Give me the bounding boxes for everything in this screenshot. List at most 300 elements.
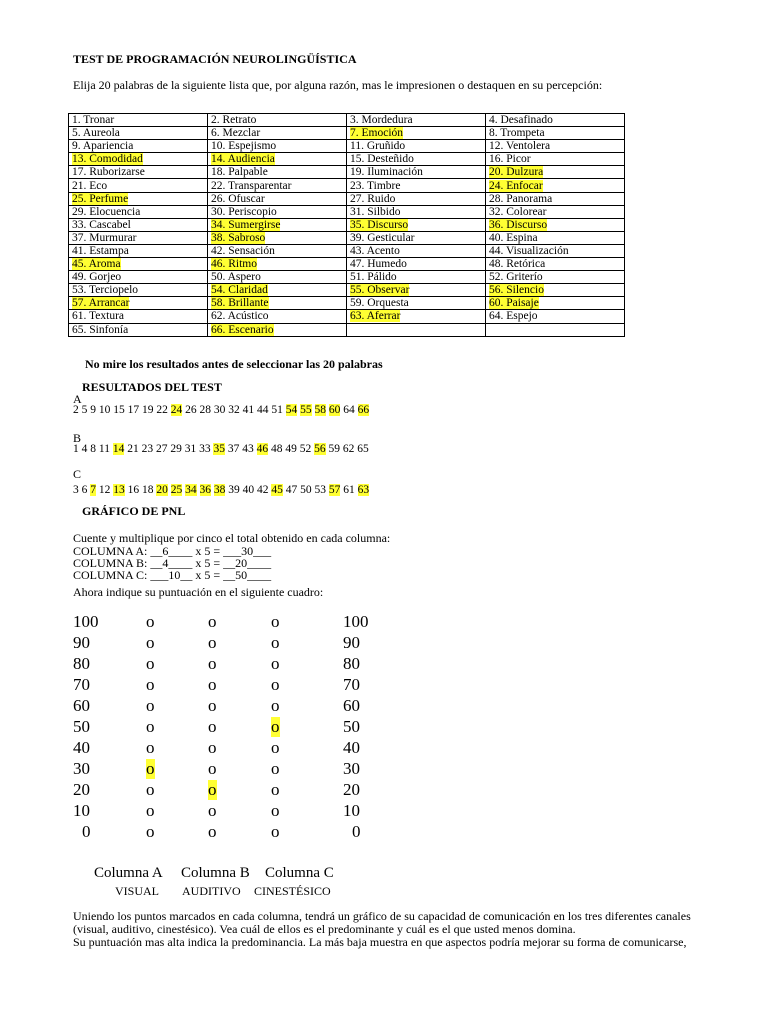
marker-b[interactable]: o: [208, 654, 217, 673]
word-cell: [69, 192, 208, 205]
marker-c[interactable]: o: [271, 612, 280, 631]
word-cell: [486, 179, 625, 192]
score-row: [0, 759, 768, 780]
result-number: 26: [185, 404, 197, 416]
word: 22. Transparentar: [211, 179, 292, 192]
word-row: [69, 323, 625, 336]
word-cell: [486, 192, 625, 205]
result-number: 19: [142, 404, 154, 416]
word-cell: [347, 192, 486, 205]
marker-c[interactable]: o: [271, 822, 280, 841]
word-row: [69, 127, 625, 140]
word-cell: [347, 231, 486, 244]
word-cell: [486, 153, 625, 166]
score-label-right: 30: [343, 759, 360, 778]
word-cell: [486, 205, 625, 218]
instruction-line: Ahora indique su puntuación en el siguiente cuadro:: [73, 585, 324, 599]
word: 42. Sensación: [211, 244, 275, 257]
column-b-name: Columna B: [181, 865, 250, 881]
result-number: 28: [199, 404, 211, 416]
marker-b[interactable]: o: [208, 696, 217, 715]
marker-b[interactable]: o: [208, 675, 217, 694]
word-cell: [69, 310, 208, 323]
score-label-right: 0: [352, 822, 361, 841]
word: 12. Ventolera: [489, 140, 551, 153]
result-number: 47: [285, 484, 298, 496]
word-cell: [486, 127, 625, 140]
word: 26. Ofuscar: [211, 192, 265, 205]
word-row: [69, 192, 625, 205]
highlighted-number: 46: [256, 443, 269, 455]
highlighted-number: 55: [300, 404, 312, 416]
word-cell: [486, 218, 625, 231]
result-number: 9: [90, 404, 96, 416]
highlighted-number: 38: [213, 484, 226, 496]
word: 17. Ruborizarse: [72, 166, 145, 179]
highlighted-number: 7: [90, 484, 96, 496]
word-list-table: [68, 113, 625, 337]
word-cell: [69, 244, 208, 257]
highlighted-number: 13: [113, 484, 125, 496]
highlighted-number: 66: [357, 404, 370, 416]
results-title: RESULTADOS DEL TEST: [82, 380, 222, 394]
result-number: 50: [300, 484, 312, 496]
word-cell: [486, 231, 625, 244]
marker-c[interactable]: o: [271, 633, 280, 652]
word-cell: [347, 166, 486, 179]
word: 8. Trompeta: [489, 127, 545, 140]
outro-line: Uniendo los puntos marcados en cada columna, tendrá un gráfico de su capacidad de comunicación en los tres diferentes canales: [73, 909, 691, 923]
score-label-right: 50: [343, 717, 360, 736]
outro-line: (visual, auditivo, cinestésico). Vea cuál de ellos es el predominante y cuál es el que usted menos domina.: [73, 922, 576, 936]
word-cell: [347, 114, 486, 127]
word-row: [69, 284, 625, 297]
result-number: 31: [184, 443, 197, 455]
word: 52. Griterío: [489, 271, 543, 284]
score-label-left: 30: [73, 759, 90, 778]
word-cell: [208, 258, 347, 271]
word-cell: [208, 231, 347, 244]
score-row: [0, 696, 768, 717]
result-number: 48: [270, 443, 283, 455]
result-number: 10: [98, 404, 111, 416]
highlighted-word: 25. Perfume: [72, 192, 129, 205]
result-number: 59: [328, 443, 340, 455]
result-number: 5: [81, 404, 88, 416]
word: 31. Silbido: [350, 205, 401, 218]
highlighted-word: 60. Paisaje: [489, 297, 539, 310]
score-label-right: 20: [343, 780, 360, 799]
result-number: 41: [242, 404, 255, 416]
result-number: 65: [357, 443, 369, 455]
word-cell: [486, 140, 625, 153]
word: 18. Palpable: [211, 166, 268, 179]
highlighted-number: 54: [285, 404, 298, 416]
result-number: 8: [90, 443, 96, 455]
category-auditivo: AUDITIVO: [182, 884, 241, 898]
word-cell: [69, 166, 208, 179]
word-cell: [347, 153, 486, 166]
score-row: [0, 780, 768, 801]
result-number: 12: [98, 484, 111, 496]
result-sequence: [73, 443, 369, 455]
word-row: [69, 297, 625, 310]
result-number: 33: [199, 443, 211, 455]
result-number: 6: [81, 484, 88, 496]
word: 2. Retrato: [211, 114, 257, 127]
word-row: [69, 153, 625, 166]
highlighted-word: 7. Emoción: [350, 127, 404, 140]
marker-c[interactable]: o: [271, 675, 280, 694]
marker-b[interactable]: o: [208, 612, 217, 631]
word-cell: [347, 179, 486, 192]
word: 43. Acento: [350, 244, 400, 257]
word: 41. Estampa: [72, 244, 129, 257]
warning-text: No mire los resultados antes de seleccionar las 20 palabras: [85, 357, 383, 371]
result-number: 3: [73, 484, 79, 496]
score-label-left: 70: [73, 675, 90, 694]
word-cell: [486, 258, 625, 271]
word: 50. Aspero: [211, 271, 261, 284]
result-number: 21: [127, 443, 139, 455]
result-number: 4: [81, 443, 88, 455]
word-cell: [347, 244, 486, 257]
word-cell: [208, 218, 347, 231]
word-row: [69, 179, 625, 192]
marker-b[interactable]: o: [208, 717, 217, 736]
instruction-line: Cuente y multiplique por cinco el total obtenido en cada columna:: [73, 531, 391, 545]
score-label-left: 0: [82, 822, 91, 841]
category-visual: VISUAL: [115, 884, 159, 898]
word: 48. Retórica: [489, 258, 546, 271]
result-number: 11: [98, 443, 110, 455]
score-label-right: 100: [343, 612, 369, 631]
result-number: 23: [141, 443, 154, 455]
word-cell: [486, 323, 625, 336]
word-cell: [69, 127, 208, 140]
marker-b[interactable]: o: [208, 738, 217, 757]
word: 21. Eco: [72, 179, 108, 192]
word-cell: [347, 127, 486, 140]
word-row: [69, 218, 625, 231]
marker-b[interactable]: o: [208, 822, 217, 841]
word-cell: [486, 114, 625, 127]
result-number: 2: [73, 404, 79, 416]
highlighted-word: 24. Enfocar: [489, 179, 543, 192]
result-number: 17: [127, 404, 140, 416]
score-label-left: 20: [73, 780, 90, 799]
score-label-left: 90: [73, 633, 90, 652]
word: 4. Desafinado: [489, 114, 553, 127]
highlighted-number: 20: [156, 484, 168, 496]
result-number: 64: [343, 404, 355, 416]
word-row: [69, 231, 625, 244]
highlighted-word: 45. Aroma: [72, 258, 121, 271]
word-cell: [69, 323, 208, 336]
marker-c[interactable]: o: [271, 738, 280, 757]
highlighted-number: 35: [213, 443, 225, 455]
score-row: [0, 612, 768, 633]
highlighted-number: 57: [328, 484, 341, 496]
highlighted-number: 45: [271, 484, 283, 496]
word: 16. Picor: [489, 153, 531, 166]
highlighted-word: 66. Escenario: [211, 323, 274, 336]
column-c-calc: COLUMNA C: ___10__ x 5 = __50____: [73, 568, 272, 582]
word: 44. Visualización: [489, 244, 569, 257]
marker-c[interactable]: o: [271, 759, 280, 778]
word-cell: [208, 205, 347, 218]
result-number: 53: [314, 484, 326, 496]
selected-marker-c[interactable]: o: [271, 717, 280, 736]
score-label-left: 10: [73, 801, 90, 820]
result-sequence: [73, 404, 369, 416]
word: 33. Cascabel: [72, 218, 131, 231]
result-number: 32: [228, 404, 240, 416]
word-cell: [208, 192, 347, 205]
word-cell: [69, 258, 208, 271]
word-row: [69, 310, 625, 323]
highlighted-word: 34. Sumergirse: [211, 218, 281, 231]
word-row: [69, 205, 625, 218]
word-cell: [69, 205, 208, 218]
selected-marker-b[interactable]: o: [208, 780, 217, 799]
word-cell: [347, 140, 486, 153]
marker-a[interactable]: o: [146, 612, 155, 631]
word-cell: [69, 153, 208, 166]
score-label-left: 50: [73, 717, 90, 736]
highlighted-word: 54. Claridad: [211, 284, 268, 297]
highlighted-number: 14: [112, 443, 125, 455]
category-cinestesico: CINESTÉSICO: [254, 884, 331, 898]
result-number: 52: [299, 443, 312, 455]
score-label-left: 80: [73, 654, 90, 673]
word: 65. Sinfonía: [72, 323, 129, 336]
word-cell: [347, 205, 486, 218]
score-label-right: 90: [343, 633, 360, 652]
score-row: [0, 633, 768, 654]
word-row: [69, 244, 625, 257]
word: 62. Acústico: [211, 310, 269, 323]
word-cell: [208, 179, 347, 192]
word: 37. Murmurar: [72, 231, 137, 244]
result-number: 1: [73, 443, 79, 455]
word-cell: [69, 218, 208, 231]
word: 40. Espina: [489, 231, 538, 244]
marker-a[interactable]: o: [146, 822, 155, 841]
result-number: 61: [343, 484, 355, 496]
result-number: 42: [257, 484, 269, 496]
word-cell: [208, 271, 347, 284]
word: 53. Terciopelo: [72, 284, 139, 297]
grafico-title: GRÁFICO DE PNL: [82, 504, 186, 518]
word-cell: [208, 244, 347, 257]
marker-a[interactable]: o: [146, 675, 155, 694]
word: 39. Gesticular: [350, 231, 415, 244]
highlighted-number: 56: [314, 443, 326, 455]
word: 6. Mezclar: [211, 127, 261, 140]
result-number: 37: [227, 443, 240, 455]
word-cell: [347, 258, 486, 271]
result-number: 15: [113, 404, 125, 416]
score-label-left: 100: [73, 612, 99, 631]
word: 64. Espejo: [489, 310, 538, 323]
highlighted-word: 63. Aferrar: [350, 310, 401, 323]
column-a-calc: COLUMNA A: __6____ x 5 = ___30___: [73, 544, 272, 558]
marker-b[interactable]: o: [208, 759, 217, 778]
marker-a[interactable]: o: [146, 717, 155, 736]
document-title: TEST DE PROGRAMACIÓN NEUROLINGÜÍSTICA: [73, 52, 357, 66]
word-cell: [486, 244, 625, 257]
result-number: 40: [242, 484, 255, 496]
word-row: [69, 166, 625, 179]
word: 9. Apariencia: [72, 140, 134, 153]
word: 3. Mordedura: [350, 114, 413, 127]
word: 27. Ruido: [350, 192, 396, 205]
result-letter: A: [73, 392, 82, 406]
word: 1. Tronar: [72, 114, 115, 127]
marker-c[interactable]: o: [271, 780, 280, 799]
result-number: 16: [127, 484, 140, 496]
word: 47. Humedo: [350, 258, 407, 271]
word: 15. Desteñido: [350, 153, 414, 166]
word-cell: [347, 310, 486, 323]
score-row: [0, 801, 768, 822]
score-row: [0, 738, 768, 759]
highlighted-number: 60: [328, 404, 341, 416]
score-label-left: 60: [73, 696, 90, 715]
marker-a[interactable]: o: [146, 654, 155, 673]
word: 59. Orquesta: [350, 297, 409, 310]
word-row: [69, 114, 625, 127]
word-row: [69, 258, 625, 271]
word-cell: [208, 140, 347, 153]
result-number: 27: [155, 443, 168, 455]
highlighted-number: 34: [185, 484, 197, 496]
score-row: [0, 675, 768, 696]
word-cell: [69, 231, 208, 244]
highlighted-number: 36: [199, 484, 211, 496]
word-cell: [69, 271, 208, 284]
score-label-right: 80: [343, 654, 360, 673]
result-number: 51: [271, 404, 283, 416]
marker-a[interactable]: o: [146, 801, 155, 820]
word: 29. Elocuencia: [72, 205, 141, 218]
result-number: 39: [228, 484, 240, 496]
word: 11. Gruñido: [350, 140, 406, 153]
result-sequence: [73, 484, 369, 496]
word-cell: [208, 310, 347, 323]
score-label-left: 40: [73, 738, 90, 757]
word-cell: [486, 166, 625, 179]
word-cell: [347, 218, 486, 231]
marker-c[interactable]: o: [271, 654, 280, 673]
score-row: [0, 717, 768, 738]
marker-c[interactable]: o: [271, 696, 280, 715]
score-label-right: 40: [343, 738, 360, 757]
column-names: [0, 865, 768, 885]
word-cell: [347, 323, 486, 336]
marker-a[interactable]: o: [146, 738, 155, 757]
word: 30. Periscopio: [211, 205, 277, 218]
result-number: 62: [342, 443, 355, 455]
highlighted-word: 13. Comodidad: [72, 153, 143, 166]
word-cell: [208, 297, 347, 310]
highlighted-word: 46. Ritmo: [211, 258, 258, 271]
marker-b[interactable]: o: [208, 633, 217, 652]
score-label-right: 60: [343, 696, 360, 715]
word: 5. Aureola: [72, 127, 120, 140]
marker-a[interactable]: o: [146, 633, 155, 652]
result-number: 30: [213, 404, 226, 416]
highlighted-word: 56. Silencio: [489, 284, 544, 297]
word: 51. Pálido: [350, 271, 397, 284]
result-number: 43: [242, 443, 254, 455]
highlighted-word: 14. Audiencia: [211, 153, 275, 166]
result-letter: C: [73, 467, 82, 481]
result-number: 44: [257, 404, 269, 416]
intro-text: Elija 20 palabras de la siguiente lista que, por alguna razón, mas le impresionen o destaquen en su percepción:: [73, 78, 603, 92]
word: 49. Gorjeo: [72, 271, 122, 284]
word-cell: [486, 271, 625, 284]
word-cell: [347, 297, 486, 310]
word-cell: [486, 297, 625, 310]
score-row: [0, 654, 768, 675]
word-cell: [69, 297, 208, 310]
word: 28. Panorama: [489, 192, 553, 205]
score-label-right: 10: [343, 801, 360, 820]
word: 10. Espejismo: [211, 140, 277, 153]
selected-marker-a[interactable]: o: [146, 759, 155, 778]
word-cell: [208, 166, 347, 179]
word-cell: [486, 310, 625, 323]
score-label-right: 70: [343, 675, 360, 694]
word: 23. Timbre: [350, 179, 401, 192]
result-letter: B: [73, 431, 82, 445]
marker-c[interactable]: o: [271, 801, 280, 820]
highlighted-word: 38. Sabroso: [211, 231, 266, 244]
word: 61. Textura: [72, 310, 124, 323]
highlighted-number: 58: [314, 404, 326, 416]
column-c-name: Columna C: [265, 865, 334, 881]
highlighted-word: 57. Arrancar: [72, 297, 130, 310]
highlighted-word: 36. Discurso: [489, 218, 548, 231]
word-cell: [69, 179, 208, 192]
result-number: 49: [285, 443, 297, 455]
highlighted-number: 25: [170, 484, 183, 496]
word-cell: [486, 284, 625, 297]
word-cell: [208, 127, 347, 140]
highlighted-word: 58. Brillante: [211, 297, 269, 310]
word-cell: [208, 153, 347, 166]
channel-categories: [0, 884, 768, 900]
marker-b[interactable]: o: [208, 801, 217, 820]
highlighted-number: 24: [170, 404, 183, 416]
column-a-name: Columna A: [94, 865, 163, 881]
score-row: [0, 822, 768, 843]
highlighted-word: 20. Dulzura: [489, 166, 544, 179]
result-number: 18: [142, 484, 154, 496]
word-cell: [208, 114, 347, 127]
result-number: 29: [170, 443, 182, 455]
marker-a[interactable]: o: [146, 780, 155, 799]
word: 19. Iluminación: [350, 166, 423, 179]
word: 32. Colorear: [489, 205, 547, 218]
word-cell: [69, 114, 208, 127]
marker-a[interactable]: o: [146, 696, 155, 715]
word-cell: [347, 271, 486, 284]
result-number: 22: [156, 404, 168, 416]
word-cell: [347, 284, 486, 297]
